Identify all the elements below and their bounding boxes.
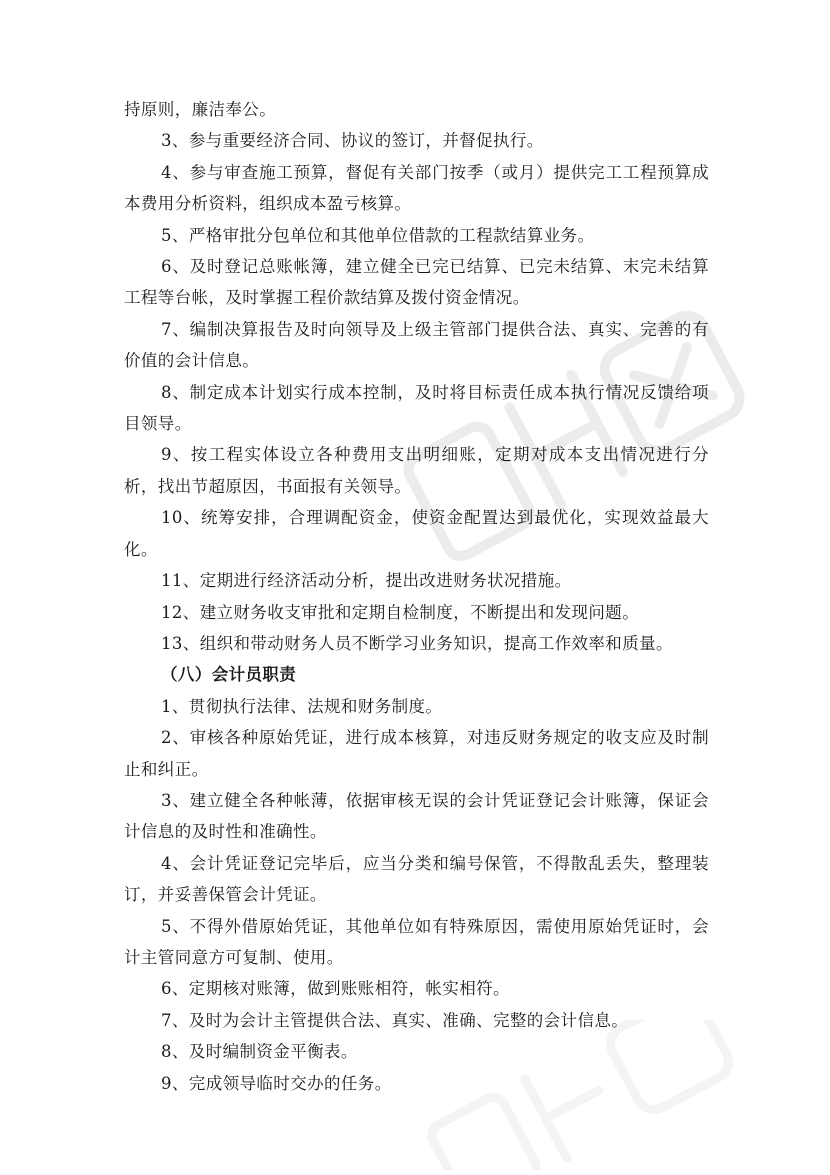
paragraph: 6、及时登记总账帐簿，建立健全已完已结算、已完未结算、末完未结算工程等台帐，及时掌握工程价款结算及拨付资金情况。 <box>124 257 709 308</box>
paragraph: 6、定期核对账簿，做到账账相符，帐实相符。 <box>161 979 510 999</box>
paragraph: 4、会计凭证登记完毕后，应当分类和编号保管，不得散乱丢失，整理装订，并妥善保管会计凭证。 <box>124 853 709 905</box>
paragraph: 2、审核各种原始凭证，进行成本核算，对违反财务规定的收支应及时制止和纠正。 <box>124 728 709 779</box>
paragraph: 9、完成领导临时交办的任务。 <box>161 1073 392 1093</box>
paragraph: 5、严格审批分包单位和其他单位借款的工程款结算业务。 <box>161 225 595 245</box>
paragraph: 3、参与重要经济合同、协议的签订，并督促执行。 <box>161 131 544 151</box>
paragraph: 12、建立财务收支审批和定期自检制度，不断提出和发现问题。 <box>161 602 640 622</box>
paragraph: 10、统筹安排，合理调配资金，使资金配置达到最优化，实现效益最大化。 <box>124 508 709 559</box>
paragraph: 3、建立健全各种帐薄，依据审核无误的会计凭证登记会计账簿，保证会计信息的及时性和准确性。 <box>124 790 709 842</box>
paragraph: 8、制定成本计划实行成本控制，及时将目标责任成本执行情况反馈给项目领导。 <box>124 382 709 434</box>
paragraph: 4、参与审查施工预算，督促有关部门按季（或月）提供完工工程预算成本费用分析资料，组织成本盈亏核算。 <box>124 162 709 214</box>
paragraph: 1、贯彻执行法律、法规和财务制度。 <box>161 696 443 716</box>
paragraph: 7、及时为会计主管提供合法、真实、准确、完整的会计信息。 <box>161 1010 629 1030</box>
paragraph: 9、按工程实体设立各种费用支出明细账，定期对成本支出情况进行分析，找出节超原因，书面报有关领导。 <box>124 445 709 496</box>
paragraph: 11、定期进行经济活动分析，提出改进财务状况措施。 <box>161 571 572 591</box>
document-body <box>124 94 709 1099</box>
paragraph: 13、组织和带动财务人员不断学习业务知识，提高工作效率和质量。 <box>161 633 673 653</box>
paragraph: 8、及时编制资金平衡表。 <box>161 1042 358 1062</box>
paragraph: 持原则，廉洁奉公。 <box>124 100 277 119</box>
paragraph: 5、不得外借原始凭证，其他单位如有特殊原因，需使用原始凭证时，会计主管同意方可复制、使用。 <box>124 916 709 967</box>
paragraph: 7、编制决算报告及时向领导及上级主管部门提供合法、真实、完善的有价值的会计信息。 <box>124 319 709 371</box>
section-heading: （八）会计员职责 <box>161 665 297 685</box>
